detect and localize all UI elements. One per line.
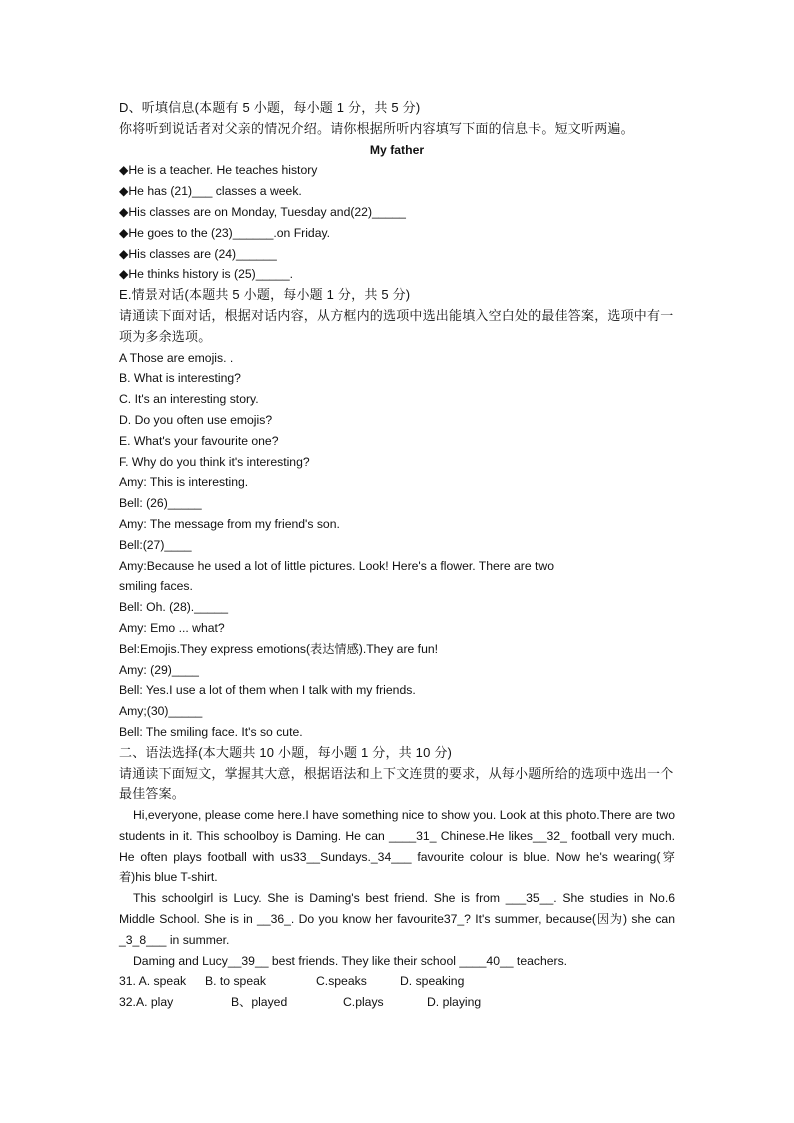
option-c: C.speaks [316,974,367,989]
dialogue-line: Bell:(27)____ [119,537,192,552]
option-item: C. It's an interesting story. [119,392,259,407]
option-b: B. to speak [205,974,266,989]
dialogue-line: Amy: The message from my friend's son. [119,516,340,531]
option-item: B. What is interesting? [119,371,241,386]
section-2-heading: 二、语法选择(本大题共 10 小题，每小题 1 分，共 10 分) [119,744,453,760]
card-item: ◆His classes are (24)______ [119,246,277,261]
option-item: A Those are emojis. . [119,350,234,365]
passage-paragraph: This schoolgirl is Lucy. She is Daming's best friend. She is from ___35__. She studies in No.6 Middle School. She is in __36_. Do you know her favourite37_? It's summer, because(因为) she can _3_8___ in summer. [119,891,675,947]
section-e-instruction: 请通读下面对话，根据对话内容，从方框内的选项中选出能填入空白处的最佳答案，选项中有一项为多余选项。 [119,307,674,344]
dialogue-line: Amy: (29)____ [119,662,199,677]
option-item: E. What's your favourite one? [119,433,279,448]
card-item: ◆He goes to the (23)______.on Friday. [119,225,331,240]
question-row [119,992,675,1013]
dialogue-line: Bell: Yes.I use a lot of them when I talk with my friends. [119,683,416,698]
dialogue-line: Bell: (26)_____ [119,496,202,511]
option-d: D. playing [427,995,482,1010]
dialogue-line: Bell: The smiling face. It's so cute. [119,724,303,739]
option-d: D. speaking [400,974,465,989]
card-item: ◆His classes are on Monday, Tuesday and(22)_____ [119,204,406,219]
option-item: F. Why do you think it's interesting? [119,454,310,469]
section-e-heading: E.情景对话(本题共 5 小题，每小题 1 分，共 5 分) [119,287,411,303]
card-title: My father [369,142,425,157]
card-item: ◆He thinks history is (25)_____. [119,267,293,282]
passage-paragraph: Hi,everyone, please come here.I have something nice to show you. Look at this photo.There are two students in it. This schoolboy is Daming. He can ____31_ Chinese.He likes__32_ football very much. He often plays football with us33__Sundays._34___ favourite colour is blue. Now he's wearing(穿着)his blue T-shirt. [119,808,675,885]
dialogue-line: Bell: Oh. (28)._____ [119,600,229,615]
dialogue-line: Amy: Emo ... what? [119,620,225,635]
dialogue-line: Bel:Emojis.They express emotions(表达情感).They are fun! [119,641,439,656]
question-stem: 32.A. play [119,995,174,1010]
card-item: ◆He is a teacher. He teaches history [119,163,318,178]
exam-page [119,98,675,1013]
option-item: D. Do you often use emojis? [119,412,273,427]
section-d-heading: D、听填信息(本题有 5 小题，每小题 1 分，共 5 分) [119,100,421,115]
card-item: ◆He has (21)___ classes a week. [119,184,302,199]
option-b: B、played [231,995,288,1010]
dialogue-line: Amy:Because he used a lot of little pictures. Look! Here's a flower. There are two [119,558,554,573]
dialogue-line: Amy;(30)_____ [119,704,203,719]
dialogue-line: smiling faces. [119,579,193,594]
option-c: C.plays [343,995,384,1010]
passage-paragraph: Daming and Lucy__39__ best friends. They like their school ____40__ teachers. [133,953,568,968]
question-stem: 31. A. speak [119,974,187,989]
section-2-instruction: 请通读下面短文，掌握其大意，根据语法和上下文连贯的要求，从每小题所给的选项中选出一个最佳答案。 [119,765,674,802]
dialogue-line: Amy: This is interesting. [119,475,249,490]
section-d-instruction: 你将听到说话者对父亲的情况介绍。请你根据所听内容填写下面的信息卡。短文听两遍。 [119,120,634,136]
question-row [119,971,675,992]
